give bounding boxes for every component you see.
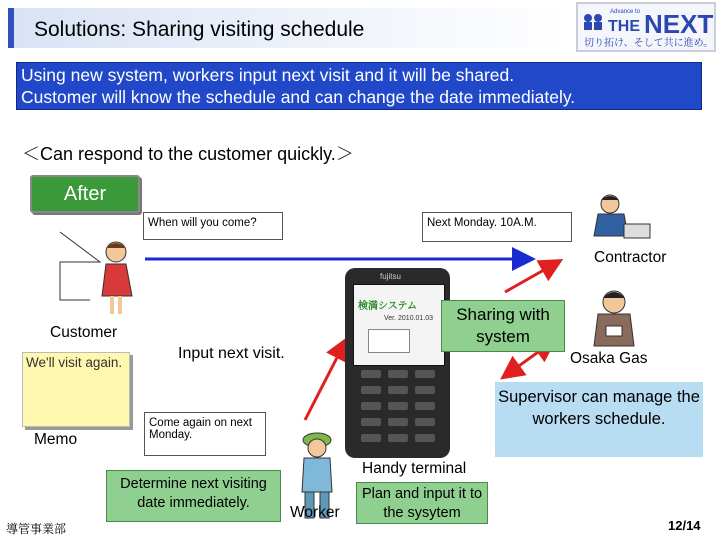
logo-small-text: Advance to xyxy=(610,9,641,15)
phone-keypad xyxy=(359,370,437,446)
handy-terminal-image xyxy=(345,268,450,458)
contractor-figure xyxy=(588,190,658,250)
worker-reply-bubble: Come again on next Monday. xyxy=(144,412,266,456)
worker-to-terminal-arrow xyxy=(305,342,345,420)
phone-brand: fujitsu xyxy=(380,272,401,281)
logo-the-text: THE xyxy=(608,18,640,35)
contractor-answer-bubble: Next Monday. 10A.M. xyxy=(422,212,572,242)
supervisor-note-box: Supervisor can manage the workers schedule. xyxy=(495,382,703,457)
memo-label: Memo xyxy=(34,431,78,448)
customer-figure xyxy=(98,238,138,318)
banner-line-2: Customer will know the schedule and can change the date immediately. xyxy=(21,87,576,107)
customer-label: Customer xyxy=(50,324,118,341)
subheading: ＜Can respond to the customer quickly.＞ xyxy=(22,144,354,164)
osaka-gas-label: Osaka Gas xyxy=(570,350,648,367)
department-footer: 導管事業部 xyxy=(6,522,67,536)
determine-date-box: Determine next visiting date immediately. xyxy=(106,470,281,522)
logo-next-text: NEXT xyxy=(644,9,714,39)
memo-note: We'll visit again. xyxy=(22,352,130,427)
handy-terminal-label: Handy terminal xyxy=(362,460,467,477)
banner-line-1: Using new system, workers input next visit and it will be shared. xyxy=(21,65,515,85)
phone-screen xyxy=(353,284,445,366)
terminal-to-contractor-arrow xyxy=(505,262,558,292)
contractor-label: Contractor xyxy=(594,249,667,266)
phone-version: Ver. 2010.01.03 xyxy=(384,315,434,322)
after-button[interactable]: After xyxy=(30,175,140,213)
house-outline xyxy=(60,232,100,300)
logo-tagline: 切り拓け、そして共に進め。 xyxy=(584,38,714,49)
slide-title: Solutions: Sharing visiting schedule xyxy=(34,18,365,41)
customer-question-bubble: When will you come? xyxy=(143,212,283,240)
plan-input-box: Plan and input it to the sysytem xyxy=(356,482,488,524)
phone-input-field[interactable] xyxy=(368,329,410,353)
worker-label: Worker xyxy=(290,504,340,521)
osaka-gas-figure xyxy=(586,284,642,350)
phone-app-name: 検満システム xyxy=(358,301,417,312)
sharing-with-system-box: Sharing with system xyxy=(441,300,565,352)
page-number: 12/14 xyxy=(668,518,701,533)
input-next-visit-label: Input next visit. xyxy=(178,345,285,362)
